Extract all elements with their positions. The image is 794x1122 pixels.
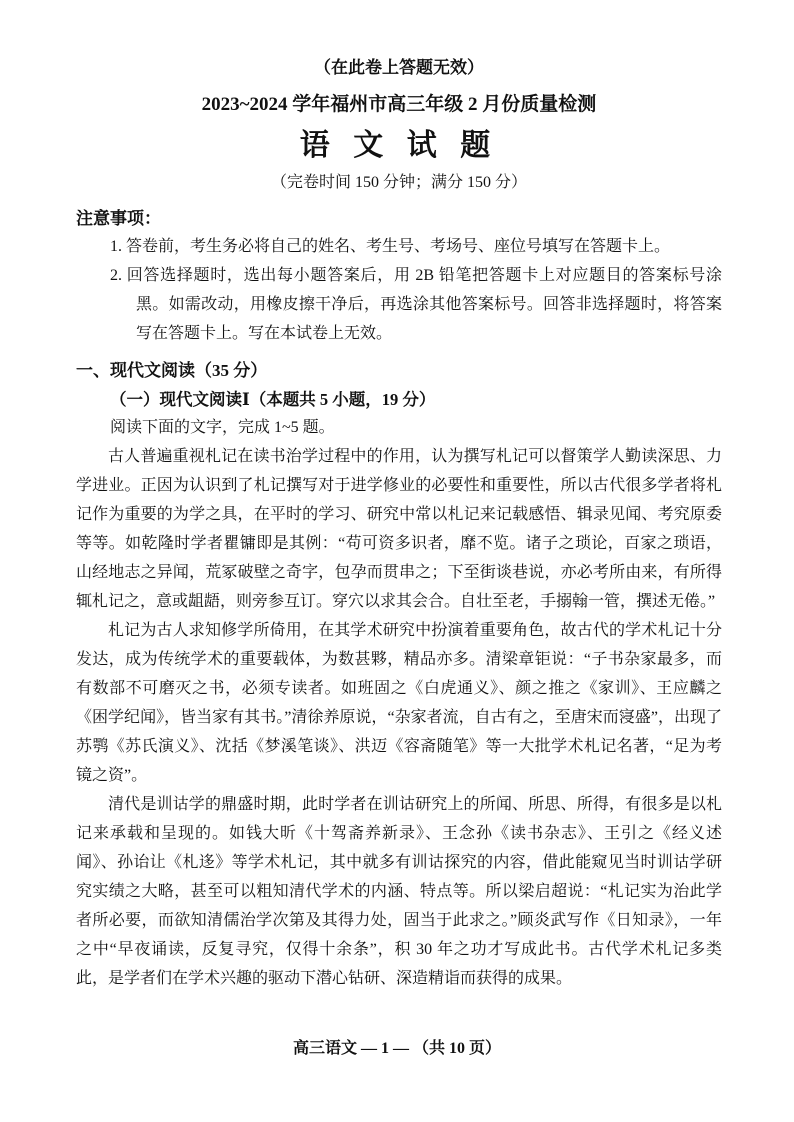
instructions-label: 注意事项： <box>76 209 161 228</box>
section-subheading-reading-1: （一）现代文阅读Ⅰ（本题共 5 小题，19 分） <box>110 390 436 409</box>
time-score-info: （完卷时间 150 分钟；满分 150 分） <box>270 174 527 191</box>
exam-title: 2023~2024 学年福州市高三年级 2 月份质量检测 <box>201 94 597 115</box>
body-paragraph: 札记为古人求知修学所倚用，在其学术研究中扮演着重要角色，故古代的学术札记十分发达，成为传统学术的重要载体，为数甚夥，精品亦多。清梁章钜说：“子书杂家最多，而有数部不可磨灭之书，必须专读者。如班固之《白虎通义》、颜之推之《家训》、王应麟之《困学纪闻》，皆当家有其书。”清徐养原说，“杂家者流，自古有之，至唐宋而寖盛”，出现了苏鹗《苏氏演义》、沈括《梦溪笔谈》、洪迈《容斋随笔》等一大批学术札记名著，“足为考镜之资”。 <box>76 622 722 784</box>
answer-invalid-notice: （在此卷上答题无效） <box>314 58 484 77</box>
page-footer: 高三语文 — 1 — （共 10 页） <box>292 1040 501 1057</box>
body-paragraph: 古人普遍重视札记在读书治学过程中的作用，认为撰写札记可以督策学人勤读深思、力学进业。正因为认识到了札记撰写对于进学修业的必要性和重要性，所以古代很多学者将札记作为重要的为学之具，在平时的学习、研究中常以札记来记载感悟、辑录见闻、考究原委等等。如乾隆时学者瞿镛即是其例：“苟可资多识者，靡不览。诸子之琐论，百家之琐语，山经地志之异闻，荒冢破壁之奇字，包孕而贯串之；下至街谈巷说，亦必考所由来，有所得辄札记之，意或龃龉，则旁参互订。穿穴以求其会合。自壮至老，手搦翰一管，撰述无倦。” <box>76 448 722 610</box>
subject-title: 语 文 试 题 <box>299 129 499 162</box>
instruction-item: 2. 回答选择题时，选出每小题答案后，用 2B 铅笔把答题卡上对应题目的答案标号涂黑。如需改动，用橡皮擦干净后，再选涂其他答案标号。回答非选择题时，将答案写在答题卡上。写在本试卷上无效。 <box>110 267 722 342</box>
section-heading-modern-reading: 一、现代文阅读（35 分） <box>76 361 268 380</box>
reading-intro: 阅读下面的文字，完成 1~5 题。 <box>110 419 335 436</box>
body-paragraph: 清代是训诂学的鼎盛时期，此时学者在训诂研究上的所闻、所思、所得，有很多是以札记来承载和呈现的。如钱大昕《十驾斋养新录》、王念孙《读书杂志》、王引之《经义述闻》、孙诒让《札迻》等学术札记，其中就多有训诂探究的内容，借此能窥见当时训诂学研究实绩之大略，甚至可以粗知清代学术的内涵、特点等。所以梁启超说：“札记实为治此学者所必要，而欲知清儒治学次第及其得力处，固当于此求之。”顾炎武写作《日知录》，一年之中“早夜诵读，反复寻究，仅得十余条”，积 30 年之功才写成此书。古代学术札记多类此，是学者们在学术兴趣的驱动下潜心钻研、深造精诣而获得的成果。 <box>76 796 722 987</box>
instruction-item: 1. 答卷前，考生务必将自己的姓名、考生号、考场号、座位号填写在答题卡上。 <box>110 238 671 255</box>
